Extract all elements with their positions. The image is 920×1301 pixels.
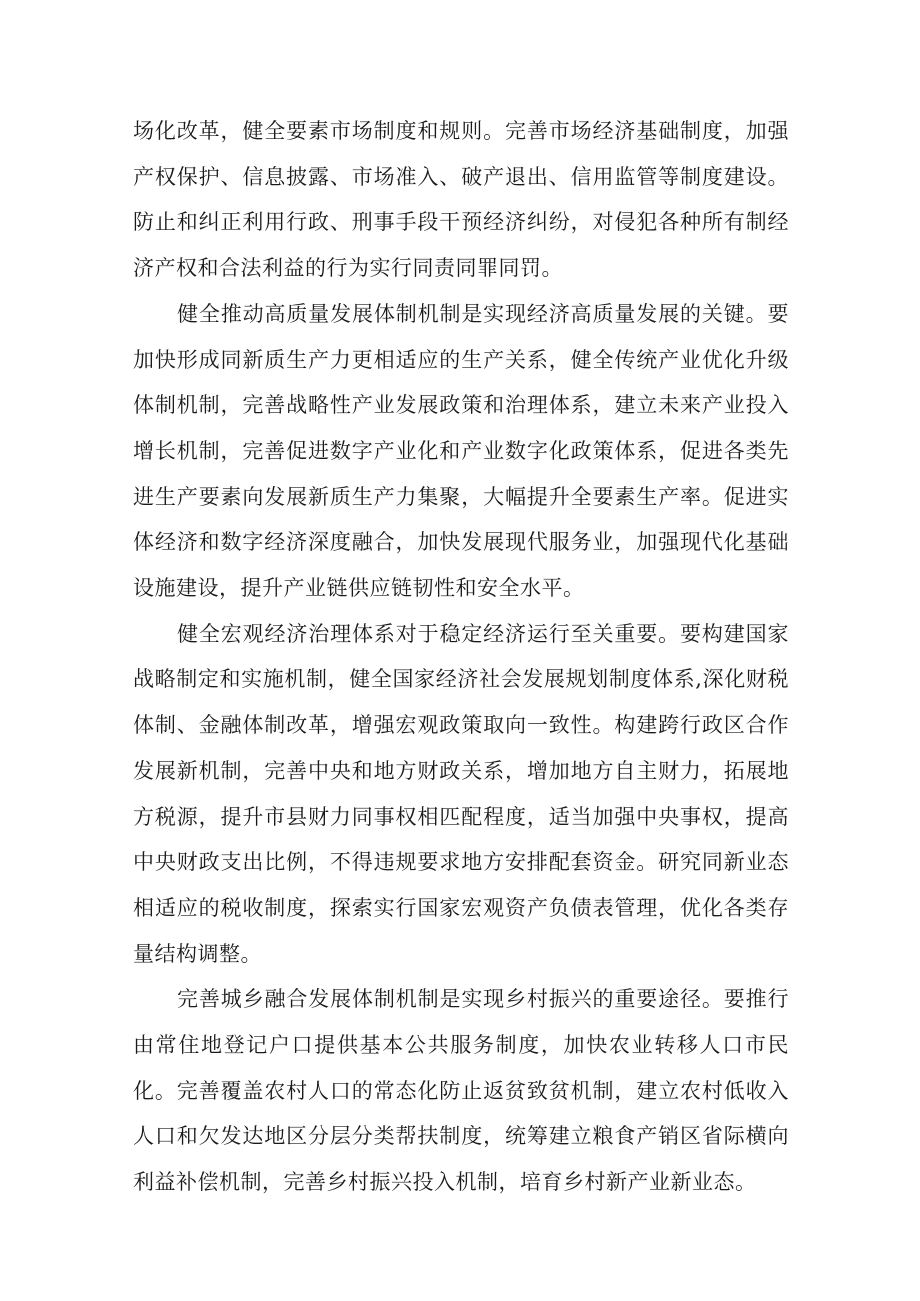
paragraph-high-quality-development: 健全推动高质量发展体制机制是实现经济高质量发展的关键。要加快形成同新质生产力更相适应的生产关系，健全传统产业优化升级体制机制，完善战略性产业发展政策和治理体系，建立未来产业投入增长机制，完善促进数字产业化和产业数字化政策体系，促进各类先进生产要素向发展新质生产力集聚，大幅提升全要素生产率。促进实体经济和数字经济深度融合，加快发展现代服务业，加强现代化基础设施建设，提升产业链供应链韧性和安全水平。 <box>133 301 789 601</box>
paragraph-macroeconomic-governance: 健全宏观经济治理体系对于稳定经济运行至关重要。要构建国家战略制定和实施机制，健全国家经济社会发展规划制度体系,深化财税体制、金融体制改革，增强宏观政策取向一致性。构建跨行政区合作发展新机制，完善中央和地方财政关系，增加地方自主财力，拓展地方税源，提升市县财力同事权相匹配程度，适当加强中央事权，提高中央财政支出比例，不得违规要求地方安排配套资金。研究同新业态相适应的税收制度，探索实行国家宏观资产负债表管理，优化各类存量结构调整。 <box>133 621 789 966</box>
paragraph-continuation: 场化改革，健全要素市场制度和规则。完善市场经济基础制度，加强产权保护、信息披露、市场准入、破产退出、信用监管等制度建设。防止和纠正利用行政、刑事手段干预经济纠纷，对侵犯各种所有制经济产权和合法利益的行为实行同责同罪同罚。 <box>133 119 789 281</box>
document-body <box>133 109 789 1206</box>
paragraph-urban-rural-integration: 完善城乡融合发展体制机制是实现乡村振兴的重要途径。要推行由常住地登记户口提供基本公共服务制度，加快农业转移人口市民化。完善覆盖农村人口的常态化防止返贫致贫机制，建立农村低收入人口和欠发达地区分层分类帮扶制度，统筹建立粮食产销区省际横向利益补偿机制，完善乡村振兴投入机制，培育乡村新产业新业态。 <box>133 987 789 1195</box>
